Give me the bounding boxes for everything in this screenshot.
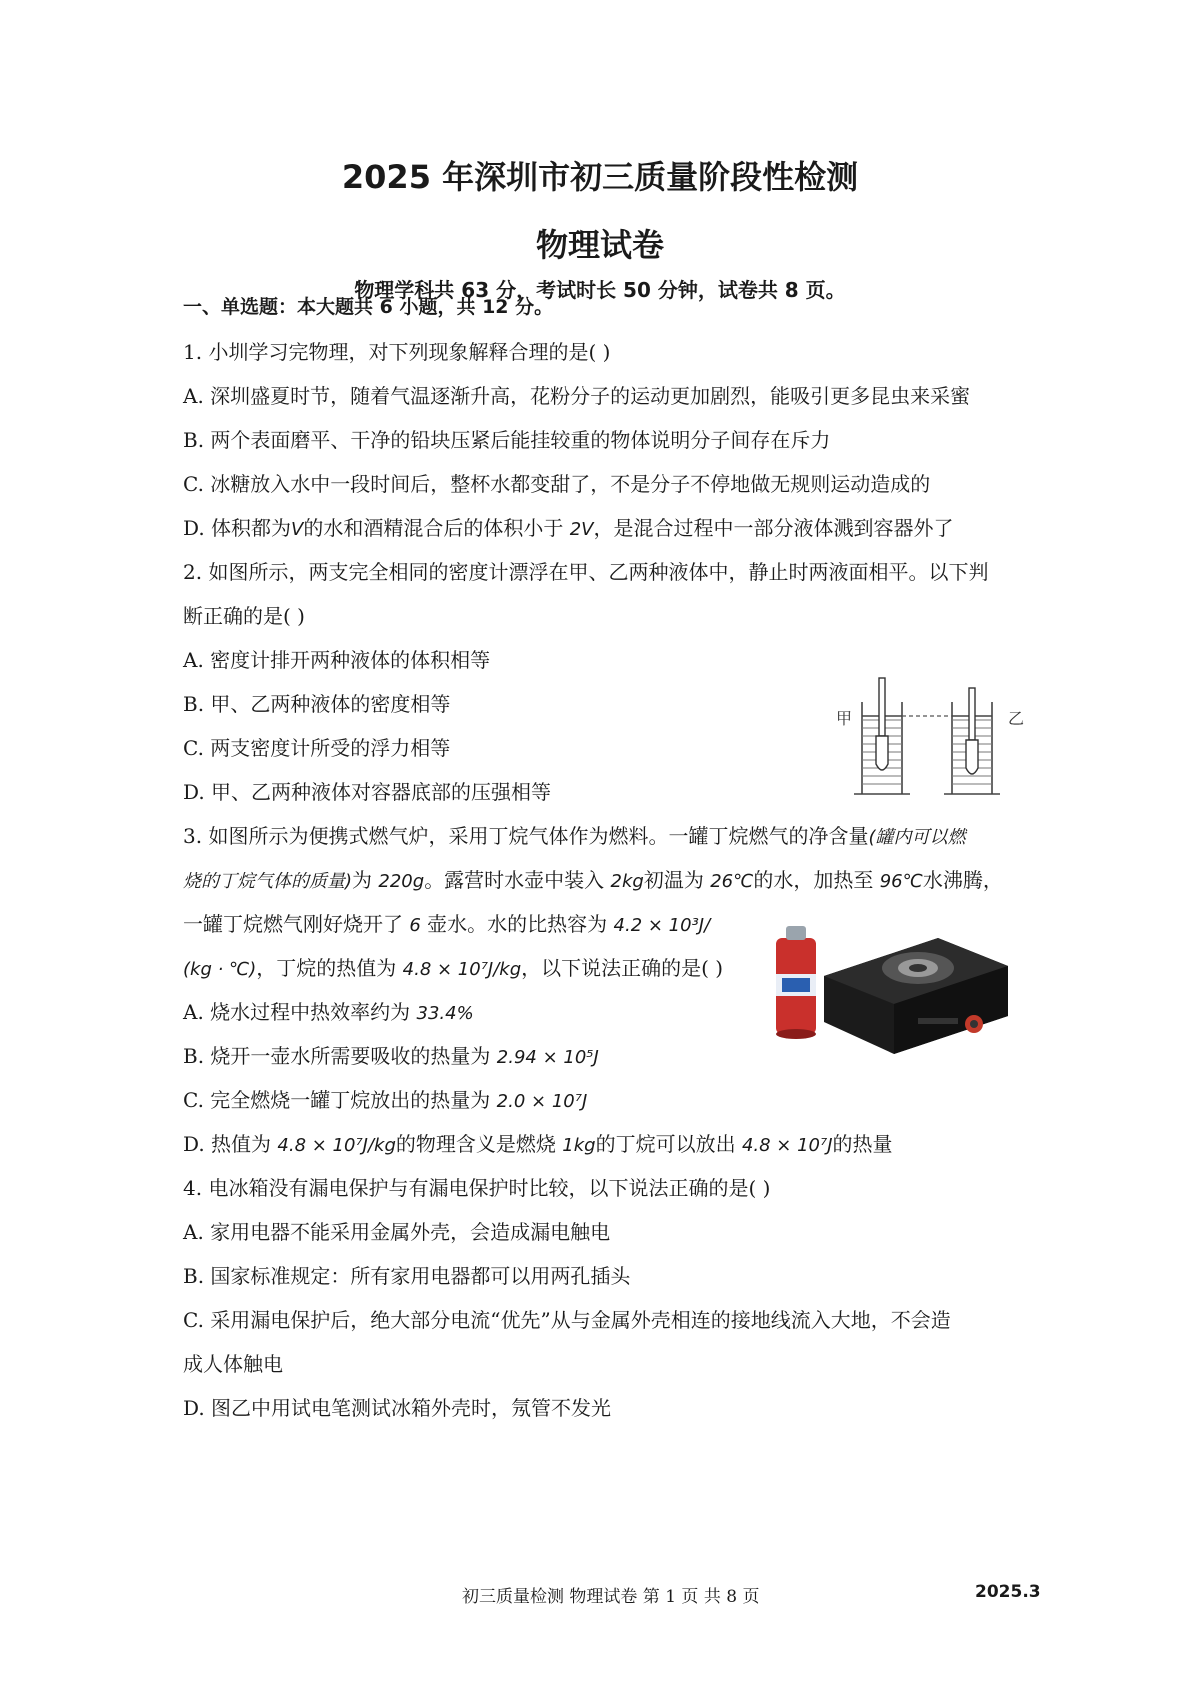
q2-option-b: B. 甲、乙两种液体的密度相等 [183, 692, 451, 716]
hydrometer-figure [832, 672, 1032, 812]
hydrometer-diagram [832, 672, 1032, 812]
q4-option-c-line2: 成人体触电 [183, 1352, 283, 1376]
footer-date: 2025.3 [975, 1582, 1041, 1602]
q4-option-d: D. 图乙中用试电笔测试冰箱外壳时，氖管不发光 [183, 1396, 612, 1420]
q4-option-b: B. 国家标准规定：所有家用电器都可以用两孔插头 [183, 1264, 631, 1288]
q3-option-c: C. 完全燃烧一罐丁烷放出的热量为 2.0 × 10⁷J [183, 1088, 588, 1112]
exam-info: 物理学科共 63 分，考试时长 50 分钟，试卷共 8 页。 [354, 278, 846, 302]
q1-option-b: B. 两个表面磨平、干净的铅块压紧后能挂较重的物体说明分子间存在斥力 [183, 428, 831, 452]
gas-stove-illustration [768, 918, 1018, 1058]
q1-option-c: C. 冰糖放入水中一段时间后，整杯水都变甜了，不是分子不停地做无规则运动造成的 [183, 472, 931, 496]
page-footer: 初三质量检测 物理试卷 第 1 页 共 8 页 [462, 1587, 760, 1607]
q2-stem-line2: 断正确的是( ) [183, 604, 305, 628]
label-jia: 甲 [836, 709, 853, 728]
q3-stem-line3: 一罐丁烷燃气刚好烧开了 6 壶水。水的比热容为 4.2 × 10³J/ [183, 912, 711, 936]
q2-option-d: D. 甲、乙两种液体对容器底部的压强相等 [183, 780, 552, 804]
q3-option-d: D. 热值为 4.8 × 10⁷J/kg的物理含义是燃烧 1kg的丁烷可以放出 4.8 × 10⁷J的热量 [183, 1132, 893, 1156]
q1-option-d: D. 体积都为V的水和酒精混合后的体积小于 2V，是混合过程中一部分液体溅到容器外了 [183, 516, 954, 540]
q3-stem-line2: 烧的丁烷气体的质量)为 220g。露营时水壶中装入 2kg初温为 26℃的水，加热至 96℃水沸腾， [183, 868, 1003, 892]
q1-stem: 1. 小圳学习完物理，对下列现象解释合理的是( ) [183, 340, 611, 364]
label-yi: 乙 [1008, 709, 1025, 728]
q1-option-a: A. 深圳盛夏时节，随着气温逐渐升高，花粉分子的运动更加剧烈，能吸引更多昆虫来采蜜 [183, 384, 971, 408]
q3-stem-line4: (kg · ℃)，丁烷的热值为 4.8 × 10⁷J/kg，以下说法正确的是( ) [183, 956, 724, 980]
q4-option-c-line1: C. 采用漏电保护后，绝大部分电流“优先”从与金属外壳相连的接地线流入大地，不会造 [183, 1308, 951, 1332]
q4-option-a: A. 家用电器不能采用金属外壳，会造成漏电触电 [183, 1220, 611, 1244]
q3-option-a: A. 烧水过程中热效率约为 33.4% [183, 1000, 474, 1024]
q2-option-c: C. 两支密度计所受的浮力相等 [183, 736, 451, 760]
q2-stem-line1: 2. 如图所示，两支完全相同的密度计漂浮在甲、乙两种液体中，静止时两液面相平。以下判 [183, 560, 989, 584]
gas-stove-figure [768, 918, 1018, 1058]
exam-title: 2025 年深圳市初三质量阶段性检测 [341, 158, 859, 196]
q4-stem: 4. 电冰箱没有漏电保护与有漏电保护时比较，以下说法正确的是( ) [183, 1176, 771, 1200]
subject-title: 物理试卷 [535, 226, 664, 264]
section-heading: 一、单选题：本大题共 6 小题，共 12 分。 [183, 296, 554, 318]
q3-option-b: B. 烧开一壶水所需要吸收的热量为 2.94 × 10⁵J [183, 1044, 599, 1068]
q3-stem-line1: 3. 如图所示为便携式燃气炉，采用丁烷气体作为燃料。一罐丁烷燃气的净含量(罐内可以燃 [183, 824, 966, 848]
q2-option-a: A. 密度计排开两种液体的体积相等 [183, 648, 491, 672]
